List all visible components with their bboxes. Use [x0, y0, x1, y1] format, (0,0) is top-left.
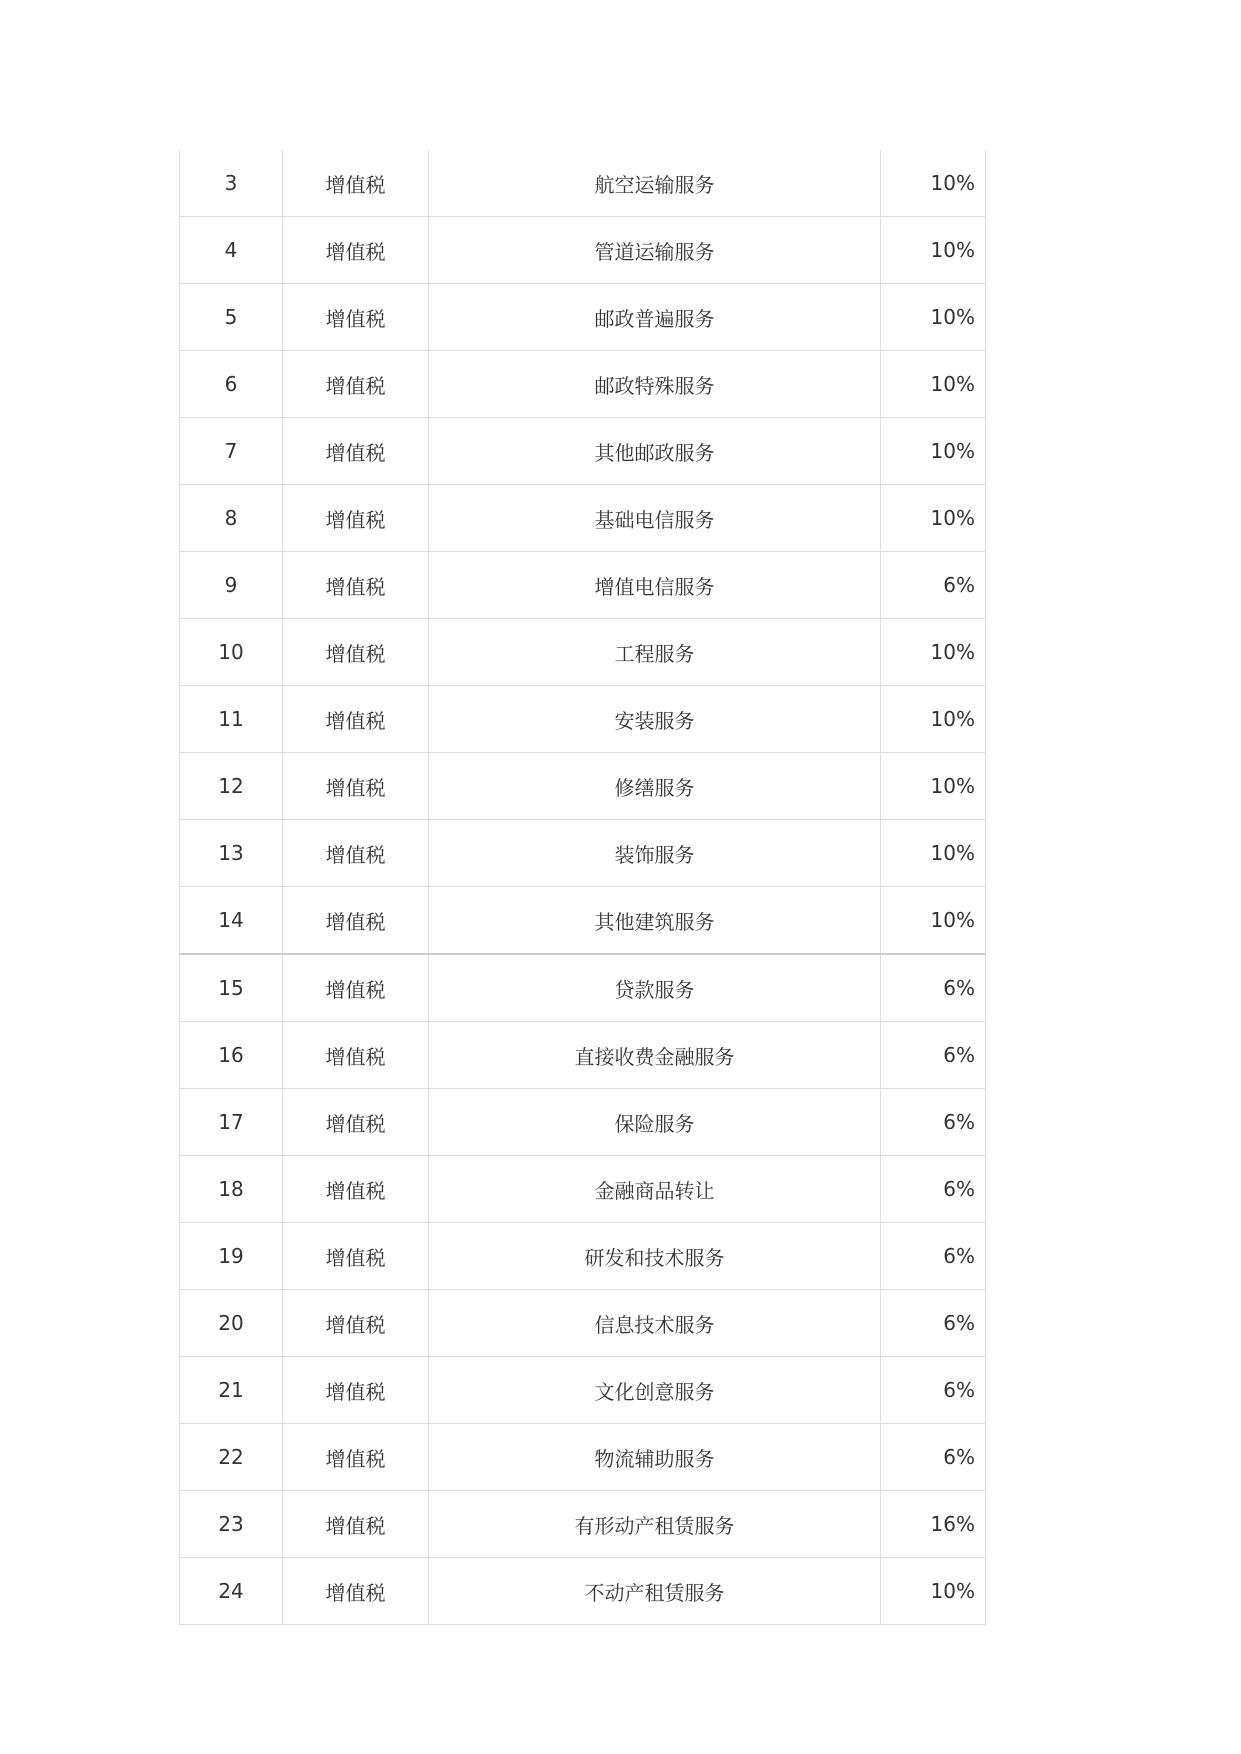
- tax-item: 有形动产租赁服务: [429, 1491, 881, 1558]
- tax-type: 增值税: [283, 1290, 429, 1357]
- tax-item: 邮政特殊服务: [429, 351, 881, 418]
- tax-item: 基础电信服务: [429, 485, 881, 552]
- table-row: [180, 217, 986, 284]
- row-number: 21: [180, 1357, 283, 1424]
- tax-item: 不动产租赁服务: [429, 1558, 881, 1625]
- table-row: [180, 150, 986, 217]
- row-number: 9: [180, 552, 283, 619]
- tax-item: 信息技术服务: [429, 1290, 881, 1357]
- row-number: 16: [180, 1022, 283, 1089]
- tax-rate: 10%: [881, 820, 986, 887]
- row-number: 24: [180, 1558, 283, 1625]
- table-row: [180, 418, 986, 485]
- row-number: 12: [180, 753, 283, 820]
- row-number: 8: [180, 485, 283, 552]
- table-row: [180, 351, 986, 418]
- tax-item: 金融商品转让: [429, 1156, 881, 1223]
- tax-type: 增值税: [283, 1424, 429, 1491]
- row-number: 6: [180, 351, 283, 418]
- tax-type: 增值税: [283, 1491, 429, 1558]
- tax-type: 增值税: [283, 485, 429, 552]
- tax-item: 其他建筑服务: [429, 887, 881, 955]
- tax-item: 修缮服务: [429, 753, 881, 820]
- tax-type: 增值税: [283, 820, 429, 887]
- tax-rate: 6%: [881, 1357, 986, 1424]
- tax-rate: 10%: [881, 150, 986, 217]
- tax-type: 增值税: [283, 217, 429, 284]
- row-number: 22: [180, 1424, 283, 1491]
- tax-rate-table: [179, 150, 986, 1625]
- tax-type: 增值税: [283, 1223, 429, 1290]
- table-row: [180, 485, 986, 552]
- tax-type: 增值税: [283, 753, 429, 820]
- row-number: 5: [180, 284, 283, 351]
- tax-type: 增值税: [283, 284, 429, 351]
- row-number: 19: [180, 1223, 283, 1290]
- table-row: [180, 954, 986, 1022]
- table-row: [180, 1089, 986, 1156]
- table-row: [180, 1491, 986, 1558]
- tax-item: 文化创意服务: [429, 1357, 881, 1424]
- tax-type: 增值税: [283, 150, 429, 217]
- tax-type: 增值税: [283, 1156, 429, 1223]
- tax-item: 工程服务: [429, 619, 881, 686]
- table-row: [180, 887, 986, 955]
- table-row: [180, 686, 986, 753]
- table-row: [180, 619, 986, 686]
- row-number: 3: [180, 150, 283, 217]
- row-number: 4: [180, 217, 283, 284]
- table-row: [180, 284, 986, 351]
- tax-item: 研发和技术服务: [429, 1223, 881, 1290]
- tax-type: 增值税: [283, 1558, 429, 1625]
- row-number: 15: [180, 954, 283, 1022]
- tax-rate: 6%: [881, 1022, 986, 1089]
- tax-rate: 6%: [881, 954, 986, 1022]
- row-number: 10: [180, 619, 283, 686]
- tax-item: 管道运输服务: [429, 217, 881, 284]
- table-row: [180, 1022, 986, 1089]
- tax-item: 直接收费金融服务: [429, 1022, 881, 1089]
- tax-item: 贷款服务: [429, 954, 881, 1022]
- tax-type: 增值税: [283, 1357, 429, 1424]
- table-row: [180, 1290, 986, 1357]
- tax-item: 其他邮政服务: [429, 418, 881, 485]
- table-row: [180, 753, 986, 820]
- table-row: [180, 1156, 986, 1223]
- tax-rate: 6%: [881, 1223, 986, 1290]
- row-number: 13: [180, 820, 283, 887]
- table-row: [180, 1558, 986, 1625]
- tax-item: 增值电信服务: [429, 552, 881, 619]
- row-number: 14: [180, 887, 283, 955]
- row-number: 20: [180, 1290, 283, 1357]
- tax-item: 物流辅助服务: [429, 1424, 881, 1491]
- row-number: 23: [180, 1491, 283, 1558]
- tax-rate: 10%: [881, 1558, 986, 1625]
- tax-item: 航空运输服务: [429, 150, 881, 217]
- tax-rate: 6%: [881, 1424, 986, 1491]
- tax-rate: 10%: [881, 284, 986, 351]
- tax-type: 增值税: [283, 351, 429, 418]
- row-number: 18: [180, 1156, 283, 1223]
- tax-type: 增值税: [283, 1022, 429, 1089]
- row-number: 7: [180, 418, 283, 485]
- tax-rate: 10%: [881, 619, 986, 686]
- tax-type: 增值税: [283, 552, 429, 619]
- tax-item: 邮政普遍服务: [429, 284, 881, 351]
- tax-item: 安装服务: [429, 686, 881, 753]
- tax-rate: 10%: [881, 686, 986, 753]
- table-body: [180, 150, 986, 1625]
- tax-rate: 6%: [881, 1290, 986, 1357]
- tax-type: 增值税: [283, 418, 429, 485]
- tax-rate: 10%: [881, 217, 986, 284]
- tax-rate: 10%: [881, 351, 986, 418]
- tax-rate: 6%: [881, 1089, 986, 1156]
- tax-rate: 10%: [881, 887, 986, 955]
- row-number: 11: [180, 686, 283, 753]
- tax-item: 保险服务: [429, 1089, 881, 1156]
- table-row: [180, 820, 986, 887]
- table-row: [180, 552, 986, 619]
- tax-type: 增值税: [283, 619, 429, 686]
- tax-type: 增值税: [283, 954, 429, 1022]
- table-row: [180, 1357, 986, 1424]
- tax-rate: 10%: [881, 753, 986, 820]
- tax-item: 装饰服务: [429, 820, 881, 887]
- tax-type: 增值税: [283, 887, 429, 955]
- tax-rate: 10%: [881, 418, 986, 485]
- tax-type: 增值税: [283, 686, 429, 753]
- tax-rate: 16%: [881, 1491, 986, 1558]
- row-number: 17: [180, 1089, 283, 1156]
- tax-rate: 6%: [881, 1156, 986, 1223]
- tax-type: 增值税: [283, 1089, 429, 1156]
- tax-rate: 6%: [881, 552, 986, 619]
- tax-rate: 10%: [881, 485, 986, 552]
- table-row: [180, 1424, 986, 1491]
- table-row: [180, 1223, 986, 1290]
